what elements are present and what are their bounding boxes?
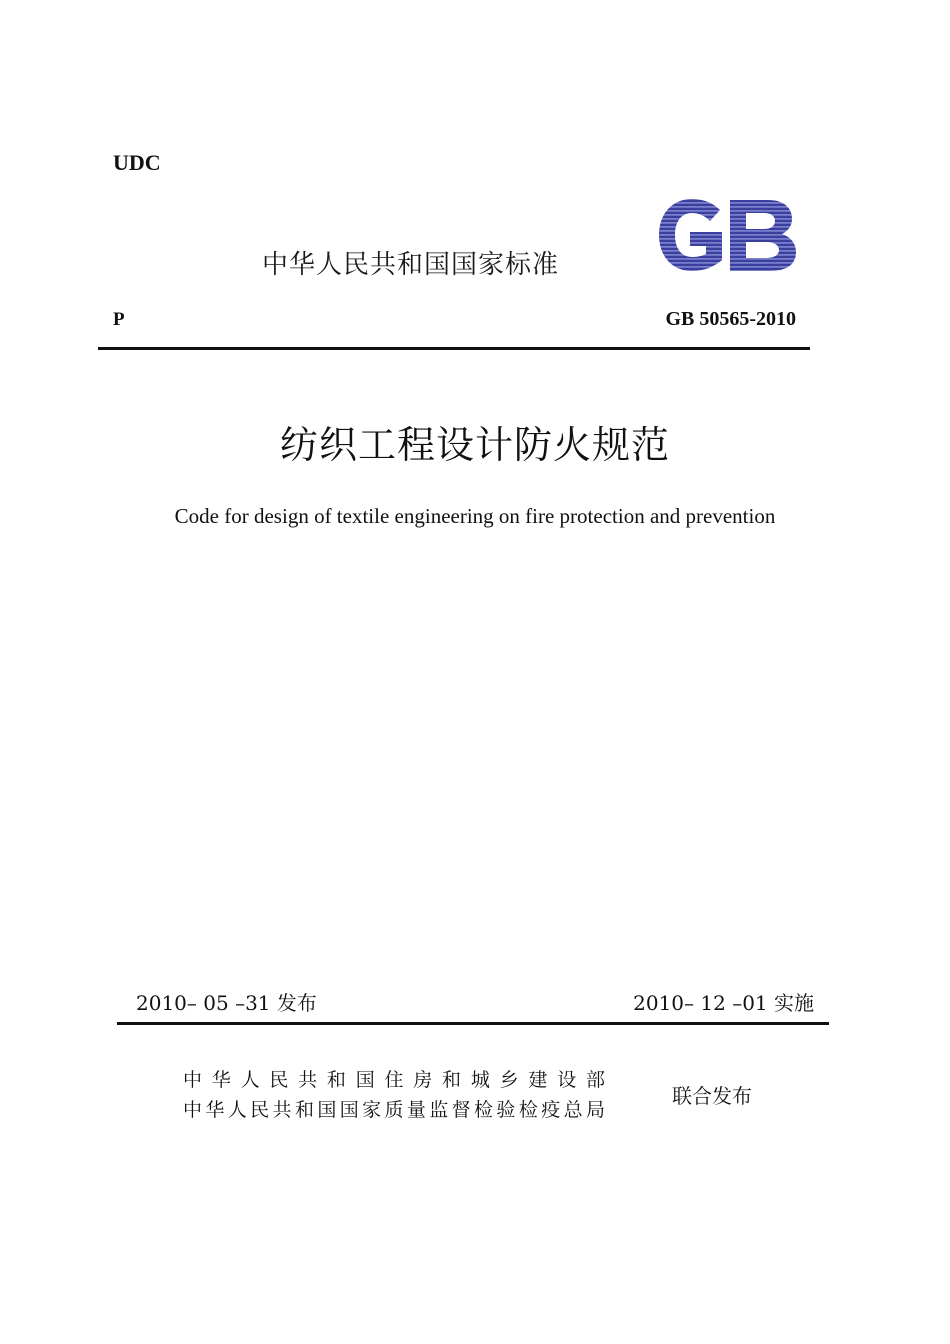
bottom-divider [117,1022,829,1025]
gb-logo-icon [654,196,800,274]
implementation-date: 2010– 12 –01 实施 [633,991,814,1015]
udc-label: UDC [113,150,161,175]
top-divider [98,347,810,350]
standard-number: GB 50565-2010 [665,308,796,330]
joint-release-label: 联合发布 [672,1084,752,1108]
classification-code: P [113,309,125,330]
document-title-chinese: 纺织工程设计防火规范 [279,423,670,467]
document-title-english: Code for design of textile engineering on fire protection and prevention [174,504,776,528]
issue-date: 2010– 05 –31 发布 [136,991,317,1015]
national-standard-heading: 中华人民共和国国家标准 [262,250,560,280]
issuer-ministry: 中华人民共和国住房和城乡建设部 [183,1069,605,1091]
issuer-aqsiq: 中华人民共和国国家质量监督检验检疫总局 [183,1099,605,1121]
